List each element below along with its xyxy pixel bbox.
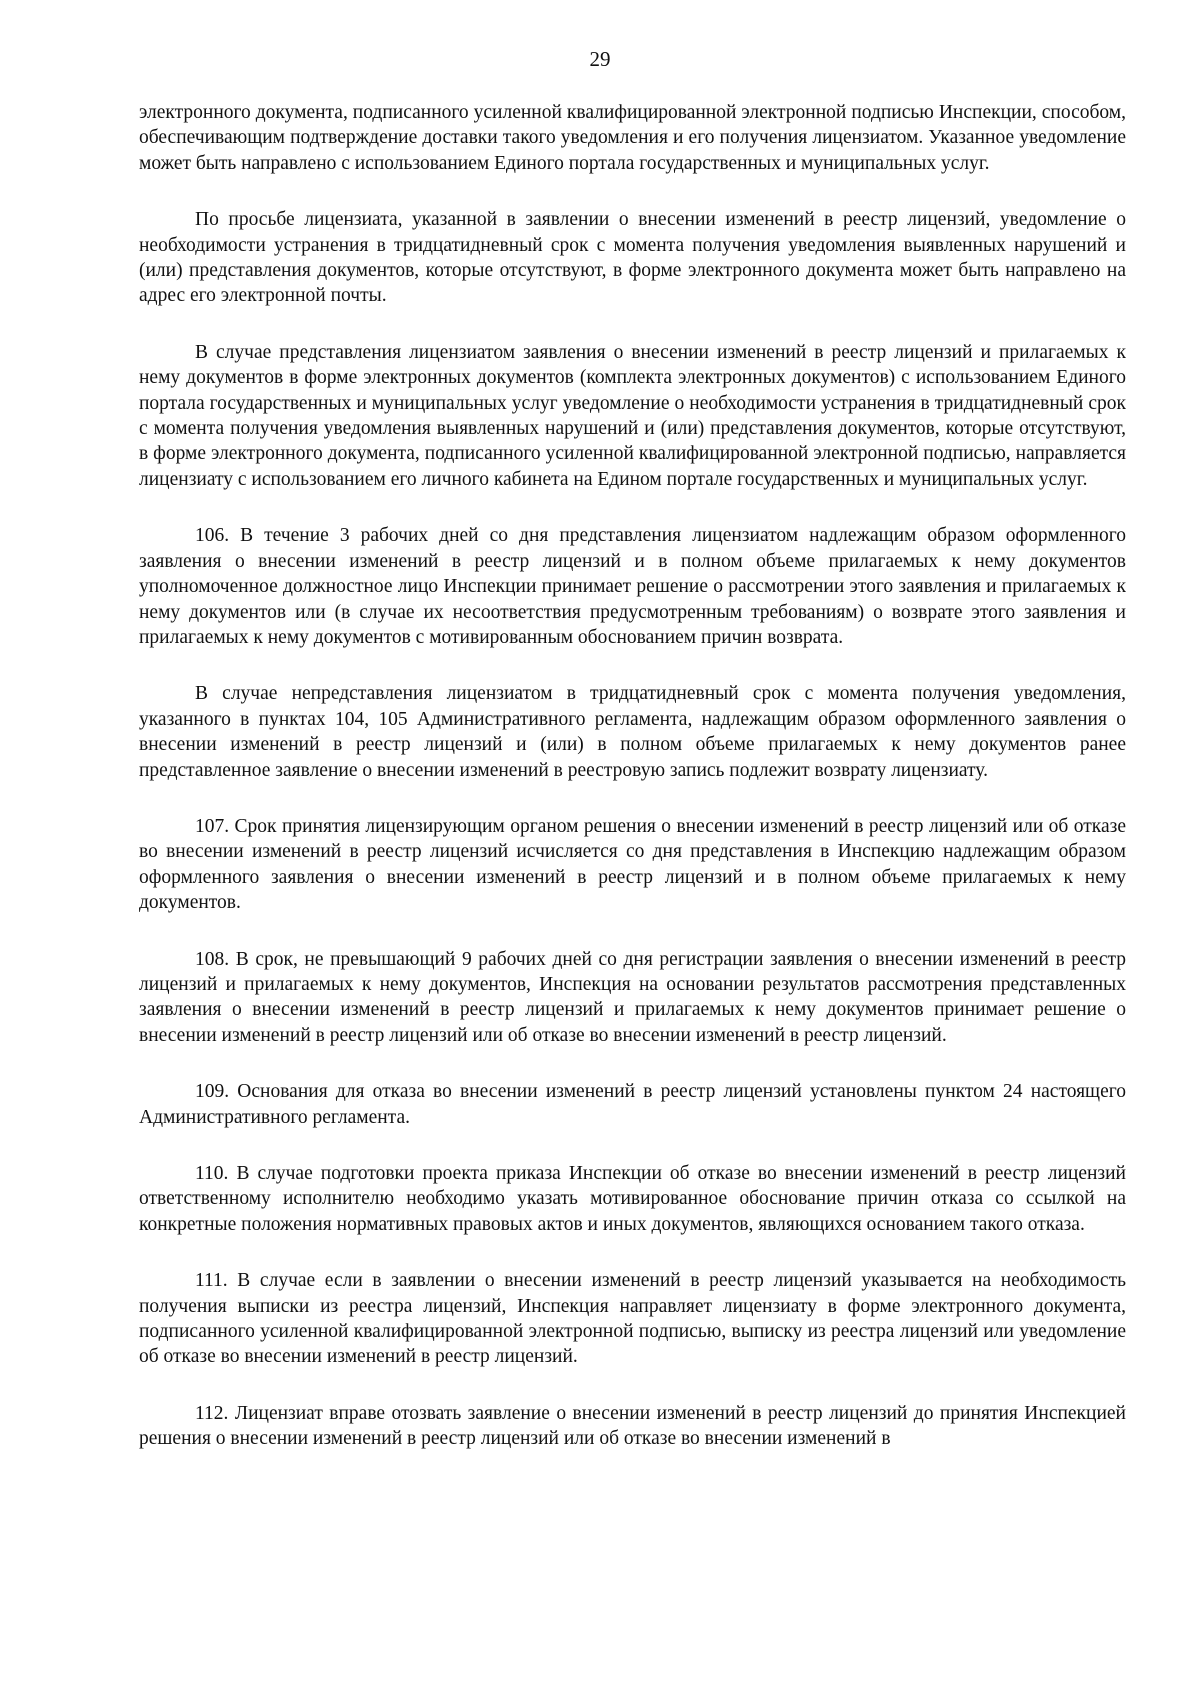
document-body (139, 100, 1126, 1452)
paragraph-106: 106. В течение 3 рабочих дней со дня представления лицензиатом надлежащим образом оформленного заявления о внесении изменений в реестр лицензий и в полном объеме прилагаемых к нему документов уполномоченное должностное лицо Инспекции принимает решение о рассмотрении этого заявления и прилагаемых к нему документов или (в случае их несоответствия предусмотренным требованиям) о возврате этого заявления и прилагаемых к нему документов с мотивированным обоснованием причин возврата. (139, 525, 1126, 648)
paragraph-112: 112. Лицензиат вправе отозвать заявление о внесении изменений в реестр лицензий до принятия Инспекцией решения о внесении изменений в реестр лицензий или об отказе во внесении изменений в (139, 1402, 1126, 1450)
paragraph-110: 110. В случае подготовки проекта приказа Инспекции об отказе во внесении изменений в реестр лицензий ответственному исполнителю необходимо указать мотивированное обоснование причин отказа со ссылкой на конкретные положения нормативных правовых актов и иных документов, являющихся основанием такого отказа. (139, 1163, 1126, 1235)
paragraph-108: 108. В срок, не превышающий 9 рабочих дней со дня регистрации заявления о внесении изменений в реестр лицензий и прилагаемых к нему документов, Инспекция на основании результатов рассмотрения представленных заявления о внесении изменений в реестр лицензий и прилагаемых к нему документов принимает решение о внесении изменений в реестр лицензий или об отказе во внесении изменений в реестр лицензий. (139, 948, 1126, 1046)
paragraph-109: 109. Основания для отказа во внесении изменений в реестр лицензий установлены пунктом 24 настоящего Административного регламента. (139, 1081, 1126, 1128)
page-number: 29 (589, 47, 611, 71)
paragraph-portal-notice: В случае представления лицензиатом заявления о внесении изменений в реестр лицензий и прилагаемых к нему документов в форме электронных документов (комплекта электронных документов) с использованием Единого портала государственных и муниципальных услуг уведомление о необходимости устранения в тридцатидневный срок с момента получения уведомления выявленных нарушений и (или) представления документов, которые отсутствуют, в форме электронного документа, подписанного усиленной квалифицированной электронной подписью, направляется лицензиату с использованием его личного кабинета на Едином портале государственных и муниципальных услуг. (139, 341, 1126, 490)
paragraph-111: 111. В случае если в заявлении о внесении изменений в реестр лицензий указывается на необходимость получения выписки из реестра лицензий, Инспекция направляет лицензиату в форме электронного документа, подписанного усиленной квалифицированной электронной подписью, выписку из реестра лицензий или уведомление об отказе во внесении изменений в реестр лицензий. (139, 1270, 1126, 1368)
paragraph-email-notice: По просьбе лицензиата, указанной в заявлении о внесении изменений в реестр лицензий, уведомление о необходимости устранения в тридцатидневный срок с момента получения уведомления выявленных нарушений и (или) представления документов, которые отсутствуют, в форме электронного документа может быть направлено на адрес его электронной почты. (139, 209, 1126, 307)
paragraph-107: 107. Срок принятия лицензирующим органом решения о внесении изменений в реестр лицензий или об отказе во внесении изменений в реестр лицензий исчисляется со дня представления в Инспекцию надлежащим образом оформленного заявления о внесении изменений в реестр лицензий и в полном объеме прилагаемых к нему документов. (139, 815, 1126, 914)
paragraph-return-application: В случае непредставления лицензиатом в тридцатидневный срок с момента получения уведомления, указанного в пунктах 104, 105 Административного регламента, надлежащим образом оформленного заявления о внесении изменений в реестр лицензий и (или) в полном объеме прилагаемых к нему документов ранее представленное заявление о внесении изменений в реестровую запись подлежит возврату лицензиату. (139, 683, 1126, 781)
paragraph-continuation: электронного документа, подписанного усиленной квалифицированной электронной подписью Инспекции, способом, обеспечивающим подтверждение доставки такого уведомления и его получения лицензиатом. Указанное уведомление может быть направлено с использованием Единого портала государственных и муниципальных услуг. (139, 102, 1126, 174)
